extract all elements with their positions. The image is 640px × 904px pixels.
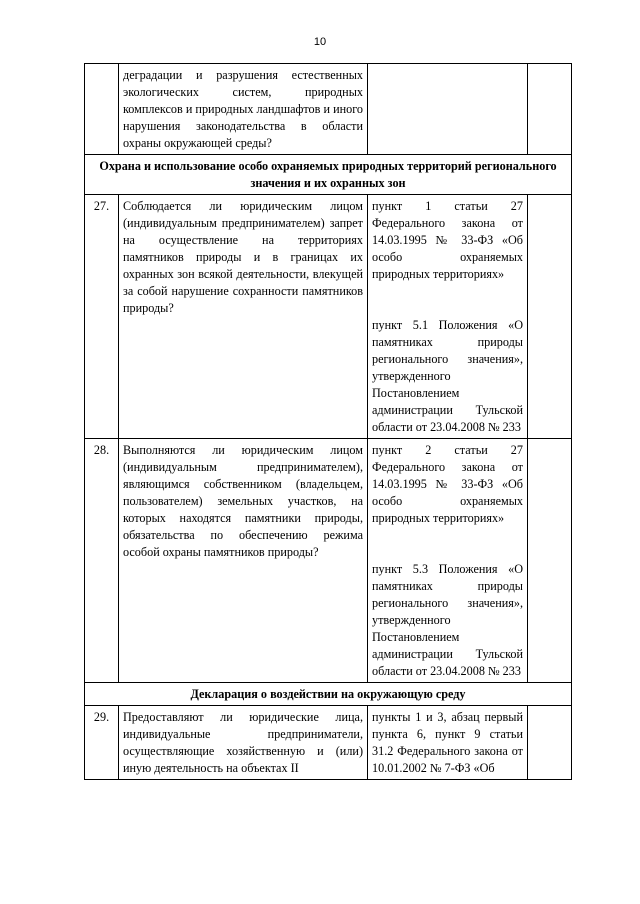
cell-number: 29. (85, 706, 119, 780)
cell-reference (368, 64, 528, 155)
cell-number: 27. (85, 195, 119, 439)
section-heading: Декларация о воздействии на окружающую среду (85, 683, 572, 706)
cell-mark (528, 439, 572, 683)
table-row-29 (85, 706, 572, 780)
cell-reference (368, 439, 528, 683)
cell-question: деградации и разрушения естественных экологических систем, природных комплексов и природных ландшафтов и иного нарушения законодательства в области охраны окружающей среды? (119, 64, 368, 155)
section-row (85, 683, 572, 706)
reference-law: пункт 2 статьи 27 Федерального закона от 14.03.1995 № 33-ФЗ «Об особо охраняемых природных территориях» (372, 443, 523, 525)
cell-reference: пункты 1 и 3, абзац первый пункта 6, пункт 9 статьи 31.2 Федерального закона от 10.01.2002 № 7-ФЗ «Об (368, 706, 528, 780)
section-heading: Охрана и использование особо охраняемых природных территорий регионального значения и их охранных зон (85, 155, 572, 195)
cell-number (85, 64, 119, 155)
cell-question: Предоставляют ли юридические лица, индивидуальные предприниматели, осуществляющие хозяйственную и (или) иную деятельность на объектах II (119, 706, 368, 780)
cell-number: 28. (85, 439, 119, 683)
section-row (85, 155, 572, 195)
cell-mark (528, 64, 572, 155)
page-number: 10 (313, 36, 327, 48)
reference-law: пункт 1 статьи 27 Федерального закона от 14.03.1995 № 33-ФЗ «Об особо охраняемых природных территориях» (372, 199, 523, 281)
reference-regulation: пункт 5.3 Положения «О памятниках природы регионального значения», утвержденного Постановлением администрации Тульской области от 23.04.2008 № 233 (372, 562, 523, 678)
table-row-27 (85, 195, 572, 439)
cell-question: Соблюдается ли юридическим лицом (индивидуальным предпринимателем) запрет на осуществление на территориях памятников природы и в границах их охранных зон всякой деятельности, влекущей за собой нарушение сохранности памятников природы? (119, 195, 368, 439)
cell-question: Выполняются ли юридическим лицом (индивидуальным предпринимателем), являющимся собственником (владельцем, пользователем) земельных участков, на которых находятся памятники природы, обязательства по обеспечению режима особой охраны памятников природы? (119, 439, 368, 683)
reference-regulation: пункт 5.1 Положения «О памятниках природы регионального значения», утвержденного Постановлением администрации Тульской области от 23.04.2008 № 233 (372, 318, 523, 434)
checklist-table (84, 63, 572, 780)
table-row-continuation (85, 64, 572, 155)
cell-reference (368, 195, 528, 439)
table-row-28 (85, 439, 572, 683)
cell-mark (528, 195, 572, 439)
cell-mark (528, 706, 572, 780)
